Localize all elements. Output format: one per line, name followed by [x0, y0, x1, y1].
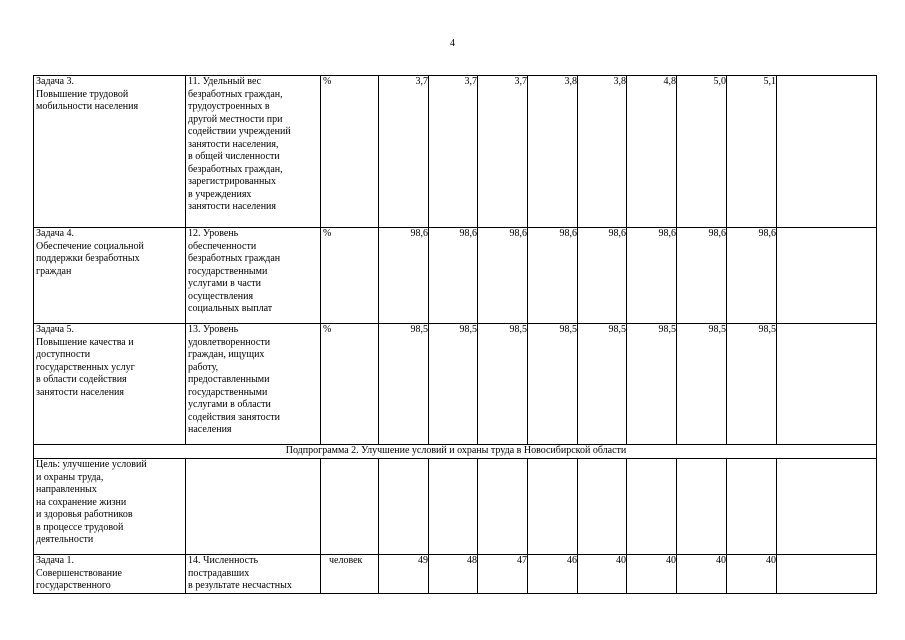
empty-cell	[727, 459, 777, 555]
note-cell	[777, 76, 877, 228]
note-cell	[777, 555, 877, 594]
value-cell: 49	[379, 555, 429, 594]
indicators-table	[33, 75, 877, 594]
task-cell: Задача 4. Обеспечение социальной поддержки безработных граждан	[34, 228, 186, 324]
task-cell: Задача 1. Совершенствование государственного	[34, 555, 186, 594]
value-cell: 3,7	[478, 76, 528, 228]
value-cell: 98,5	[627, 324, 677, 445]
indicator-cell: 12. Уровень обеспеченности безработных граждан государственными услугами в части осуществления социальных выплат	[186, 228, 321, 324]
value-cell: 98,5	[727, 324, 777, 445]
empty-cell	[677, 459, 727, 555]
value-cell: 3,7	[379, 76, 429, 228]
value-cell: 98,6	[429, 228, 478, 324]
unit-cell: %	[321, 324, 379, 445]
table-row	[34, 228, 877, 324]
value-cell: 98,6	[727, 228, 777, 324]
value-cell: 47	[478, 555, 528, 594]
value-cell: 98,6	[379, 228, 429, 324]
unit-cell: человек	[321, 555, 379, 594]
unit-cell: %	[321, 76, 379, 228]
goal-row	[34, 459, 877, 555]
table-row	[34, 76, 877, 228]
value-cell: 40	[727, 555, 777, 594]
task-cell: Задача 3. Повышение трудовой мобильности населения	[34, 76, 186, 228]
value-cell: 46	[528, 555, 578, 594]
empty-cell	[578, 459, 627, 555]
value-cell: 98,6	[578, 228, 627, 324]
table-row	[34, 324, 877, 445]
indicator-cell: 11. Удельный вес безработных граждан, трудоустроенных в другой местности при содействии учреждений занятости населения, в общей численности безработных граждан, зарегистрированных в учреждениях занятости населения	[186, 76, 321, 228]
indicator-cell: 14. Численность пострадавших в результате несчастных	[186, 555, 321, 594]
subprogram-title: Подпрограмма 2. Улучшение условий и охраны труда в Новосибирской области	[34, 445, 877, 459]
value-cell: 3,7	[429, 76, 478, 228]
value-cell: 40	[627, 555, 677, 594]
page-number: 4	[450, 38, 455, 49]
empty-cell	[321, 459, 379, 555]
empty-cell	[478, 459, 528, 555]
value-cell: 98,6	[627, 228, 677, 324]
indicator-cell: 13. Уровень удовлетворенности граждан, ищущих работу, предоставленными государственными услугами в области содействия занятости населения	[186, 324, 321, 445]
goal-cell: Цель: улучшение условий и охраны труда, направленных на сохранение жизни и здоровья работников в процессе трудовой деятельности	[34, 459, 186, 555]
table-row	[34, 555, 877, 594]
unit-cell: %	[321, 228, 379, 324]
value-cell: 98,5	[528, 324, 578, 445]
empty-cell	[627, 459, 677, 555]
value-cell: 40	[578, 555, 627, 594]
empty-cell	[528, 459, 578, 555]
note-cell	[777, 228, 877, 324]
value-cell: 98,5	[677, 324, 727, 445]
value-cell: 98,5	[578, 324, 627, 445]
value-cell: 98,6	[677, 228, 727, 324]
value-cell: 4,8	[627, 76, 677, 228]
value-cell: 98,5	[478, 324, 528, 445]
value-cell: 40	[677, 555, 727, 594]
subprogram-row	[34, 445, 877, 459]
value-cell: 3,8	[578, 76, 627, 228]
value-cell: 98,5	[379, 324, 429, 445]
value-cell: 98,6	[528, 228, 578, 324]
value-cell: 48	[429, 555, 478, 594]
value-cell: 98,5	[429, 324, 478, 445]
task-cell: Задача 5. Повышение качества и доступности государственных услуг в области содействия занятости населения	[34, 324, 186, 445]
empty-cell	[777, 459, 877, 555]
value-cell: 5,1	[727, 76, 777, 228]
value-cell: 98,6	[478, 228, 528, 324]
empty-cell	[379, 459, 429, 555]
empty-cell	[429, 459, 478, 555]
empty-cell	[186, 459, 321, 555]
value-cell: 5,0	[677, 76, 727, 228]
value-cell: 3,8	[528, 76, 578, 228]
note-cell	[777, 324, 877, 445]
